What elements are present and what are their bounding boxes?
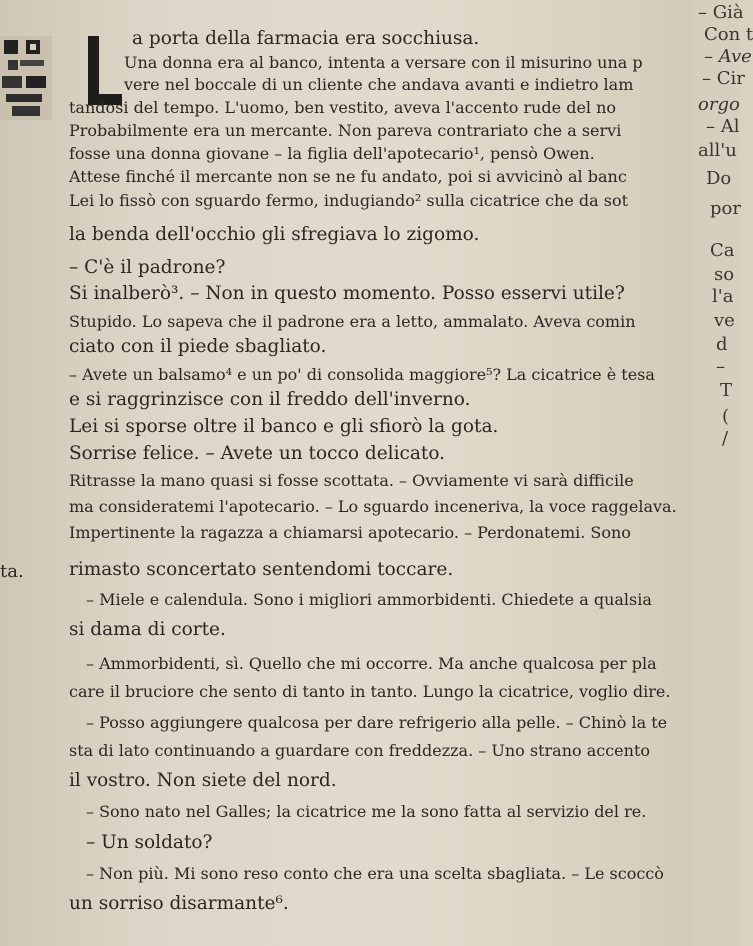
text-line: – Un soldato? [86, 832, 213, 853]
text-line: la benda dell'occhio gli sfregiava lo zigomo. [69, 224, 480, 245]
text-line: Si inalberò³. – Non in questo momento. Posso esservi utile? [69, 283, 625, 304]
text-line: ma consideratemi l'apotecario. – Lo sguardo inceneriva, la voce raggelava. [69, 497, 677, 516]
fragment-line: Ca [710, 240, 735, 261]
text-line: rimasto sconcertato sentendomi toccare. [69, 559, 454, 580]
text-line: vere nel boccale di un cliente che andava avanti e indietro lam [124, 75, 634, 94]
fragment-line: – Ave [704, 46, 752, 67]
fragment-line: / [722, 428, 729, 449]
fragment-line: – Cir [702, 68, 745, 89]
fragment-line: so [714, 264, 735, 285]
fragment-line: l'a [712, 286, 734, 307]
fragment-line: T [720, 380, 733, 401]
text-line: il vostro. Non siete del nord. [69, 770, 337, 791]
text-line: sta di lato continuando a guardare con freddezza. – Uno strano accento [69, 741, 651, 760]
text-line: Ritrasse la mano quasi si fosse scottata. – Ovviamente vi sarà difficile [69, 471, 634, 490]
text-line: Attese finché il mercante non se ne fu andato, poi si avvicinò al banc [69, 167, 627, 186]
text-line: Stupido. Lo sapeva che il padrone era a letto, ammalato. Aveva comin [69, 312, 636, 331]
text-line: – C'è il padrone? [69, 257, 226, 278]
decorative-pattern-icon [0, 36, 52, 120]
fragment-line: – Al [706, 116, 740, 137]
text-line: Lei si sporse oltre il banco e gli sfiorò la gota. [69, 416, 499, 437]
margin-fragment: ta. [0, 561, 24, 582]
fragment-line: por [710, 198, 741, 219]
text-line: – Posso aggiungere qualcosa per dare refrigerio alla pelle. – Chinò la te [86, 713, 668, 732]
fragment-line: Do [706, 168, 732, 189]
text-line: – Miele e calendula. Sono i migliori ammorbidenti. Chiedete a qualsia [86, 590, 652, 609]
text-line: tandosi del tempo. L'uomo, ben vestito, aveva l'accento rude del no [69, 98, 617, 117]
text-line: ciato con il piede sbagliato. [69, 336, 327, 357]
fragment-line: all'u [698, 140, 737, 161]
text-line: – Non più. Mi sono reso conto che era una scelta sbagliata. – Le scoccò [86, 864, 664, 883]
text-line: – Avete un balsamo⁴ e un po' di consolida maggiore⁵? La cicatrice è tesa [69, 365, 655, 384]
text-line: care il bruciore che sento di tanto in tanto. Lungo la cicatrice, voglio dire. [69, 682, 671, 701]
text-line: Lei lo fissò con sguardo fermo, indugiando² sulla cicatrice che da sot [69, 191, 629, 210]
fragment-line: ve [714, 310, 735, 331]
text-line: Sorrise felice. – Avete un tocco delicato. [69, 443, 446, 464]
fragment-line: Con t [704, 24, 753, 45]
next-page-fragment [692, 0, 753, 946]
fragment-line: – Già [698, 2, 744, 23]
text-line: un sorriso disarmante⁶. [69, 893, 289, 914]
text-line: a porta della farmacia era socchiusa. [132, 28, 480, 49]
text-line: si dama di corte. [69, 619, 226, 640]
text-line: Probabilmente era un mercante. Non pareva contrariato che a servi [69, 121, 622, 140]
text-line: Una donna era al banco, intenta a versare con il misurino una p [124, 53, 643, 72]
fragment-line: orgo [698, 94, 740, 115]
text-line: – Ammorbidenti, sì. Quello che mi occorre. Ma anche qualcosa per pla [86, 654, 657, 673]
text-line: Impertinente la ragazza a chiamarsi apotecario. – Perdonatemi. Sono [69, 523, 631, 542]
fragment-line: – [716, 356, 725, 377]
text-line: fosse una donna giovane – la figlia dell'apotecario¹, pensò Owen. [69, 144, 595, 163]
text-line: e si raggrinzisce con il freddo dell'inverno. [69, 389, 471, 410]
fragment-line: d [716, 334, 728, 355]
fragment-line: ( [722, 406, 730, 427]
text-line: – Sono nato nel Galles; la cicatrice me la sono fatta al servizio del re. [86, 802, 647, 821]
